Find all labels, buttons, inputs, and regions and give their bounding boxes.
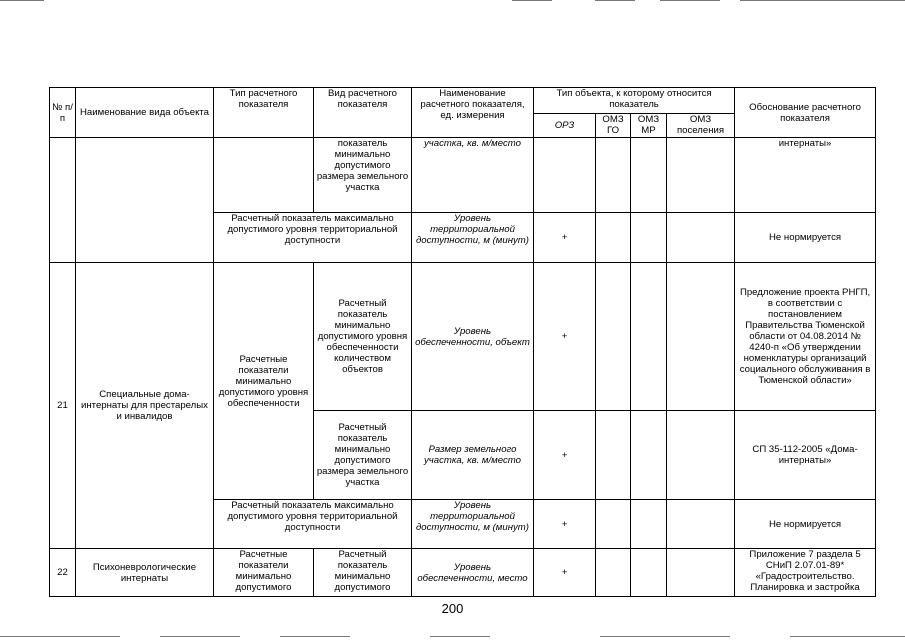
scan-line (0, 636, 120, 637)
row22-num: 22 (50, 549, 76, 597)
scan-line (660, 0, 720, 1)
scan-line (430, 636, 490, 637)
page-number: 200 (441, 601, 464, 616)
cont-max-orz: + (534, 213, 596, 263)
cont-max-label: Расчетный показатель максимально допустимого уровня территориальной доступности (214, 213, 412, 263)
header-num: № п/п (50, 88, 76, 138)
header-row (50, 88, 876, 114)
row21-object: Специальные дома-интернаты для престарелых и инвалидов (76, 263, 214, 549)
row22-justification: Приложение 7 раздела 5 СНиП 2.07.01-89* «Градостроительство. Планировка и застройка (735, 549, 876, 597)
scan-line (512, 0, 552, 1)
row21-a-kind: Расчетный показатель минимально допустимого уровня обеспеченности количеством объектов (314, 263, 412, 411)
header-omz-mr: ОМЗ МР (631, 114, 667, 138)
row21-max-name: Уровень территориальной доступности, м (минут) (412, 500, 534, 549)
scan-line (740, 0, 905, 1)
row21-a-orz: + (534, 263, 596, 411)
row22-type: Расчетные показатели минимально допустимого (214, 549, 314, 597)
row22-kind: Расчетный показатель минимально допустимого (314, 549, 412, 597)
row21-a-name: Уровень обеспеченности, объект (412, 263, 534, 411)
cont-justification: интернаты» (735, 138, 876, 213)
cont-kind: показатель минимально допустимого размера земельного участка (314, 138, 412, 213)
row22-object: Психоневрологические интернаты (76, 549, 214, 597)
row21-b-name: Размер земельного участка, кв. м/место (412, 411, 534, 500)
row21-num: 21 (50, 263, 76, 549)
row21-a-justification: Предложение проекта РНГП, в соответствии с постановлением Правительства Тюменской области от 04.08.2014 № 4240-п «Об утверждении номенклатуры организаций социального обслуживания в Тюменской области» (735, 263, 876, 411)
scan-line (790, 636, 905, 637)
header-omz-go: ОМЗ ГО (596, 114, 631, 138)
row21-max-justification: Не нормируется (735, 500, 876, 549)
table-row (50, 549, 876, 597)
header-justification: Обоснование расчетного показателя (735, 88, 876, 138)
header-omz-pos: ОМЗ поселения (667, 114, 735, 138)
scan-line (600, 636, 730, 637)
row21-b-justification: СП 35-112-2005 «Дома-интернаты» (735, 411, 876, 500)
scan-line (595, 0, 635, 1)
cont-name: участка, кв. м/место (412, 138, 534, 213)
header-indicator-type: Тип расчетного показателя (214, 88, 314, 138)
header-indicator-kind: Вид расчетного показателя (314, 88, 412, 138)
header-object-name: Наименование вида объекта (76, 88, 214, 138)
indicators-table (49, 87, 876, 597)
table-row (50, 138, 876, 213)
row21-max-label: Расчетный показатель максимально допустимого уровня территориальной доступности (214, 500, 412, 549)
header-indicator-name: Наименование расчетного показателя, ед. измерения (412, 88, 534, 138)
scan-line (0, 0, 44, 1)
table-row (50, 263, 876, 411)
scan-line (160, 636, 240, 637)
header-orz: ОРЗ (534, 114, 596, 138)
cont-max-justification: Не нормируется (735, 213, 876, 263)
row22-name: Уровень обеспеченности, место (412, 549, 534, 597)
scan-line (280, 636, 350, 637)
row21-type: Расчетные показатели минимально допустимого уровня обеспеченности (214, 263, 314, 500)
row21-b-kind: Расчетный показатель минимально допустимого размера земельного участка (314, 411, 412, 500)
header-object-type-group: Тип объекта, к которому относится показатель (534, 88, 735, 114)
row22-orz: + (534, 549, 596, 597)
row21-max-orz: + (534, 500, 596, 549)
row21-b-orz: + (534, 411, 596, 500)
cont-max-name: Уровень территориальной доступности, м (минут) (412, 213, 534, 263)
